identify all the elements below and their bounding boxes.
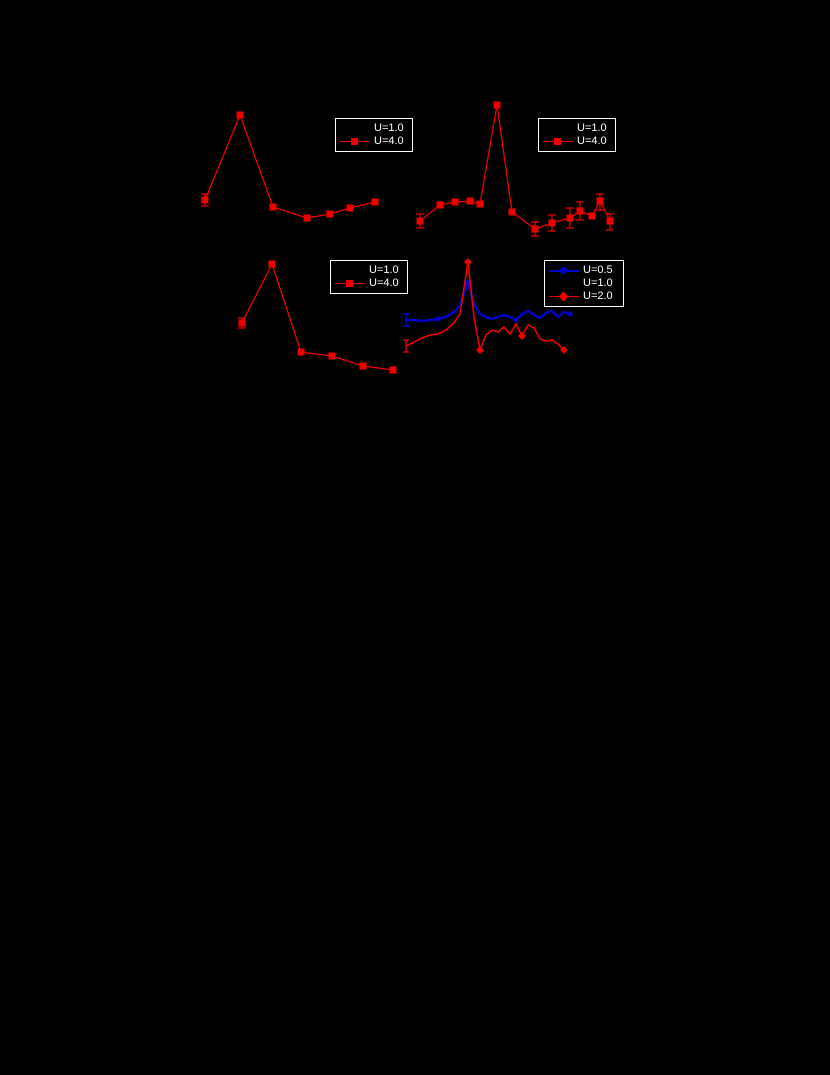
legend-marker-circle-icon	[549, 265, 579, 276]
legend-marker-square-icon	[340, 136, 370, 147]
legend-item-label: U=1.0	[577, 122, 607, 134]
legend-item-label: U=0.5	[583, 264, 613, 276]
legend-marker-diamond-icon	[549, 291, 579, 302]
legend-item	[335, 264, 402, 277]
legend-marker-circle-icon	[543, 123, 573, 134]
legend-item	[549, 290, 618, 303]
legend-marker-circle-icon	[340, 123, 370, 134]
legend-marker-circle-icon	[335, 265, 365, 276]
legend-bottom-right	[544, 260, 624, 307]
legend-item	[543, 122, 610, 135]
legend-item-label: U=4.0	[374, 135, 404, 147]
legend-item	[340, 135, 407, 148]
legend-item-label: U=4.0	[369, 277, 399, 289]
legend-item-label: U=1.0	[374, 122, 404, 134]
legend-marker-square-icon	[335, 278, 365, 289]
panel-bottom-right	[398, 250, 633, 380]
legend-item	[335, 277, 402, 290]
plot-top-right	[400, 90, 630, 240]
legend-item	[543, 135, 610, 148]
legend-item-label: U=1.0	[583, 277, 613, 289]
legend-marker-square-icon	[549, 278, 579, 289]
legend-marker-square-icon	[543, 136, 573, 147]
legend-bottom-left	[330, 260, 408, 294]
legend-item-label: U=2.0	[583, 290, 613, 302]
legend-item	[340, 122, 407, 135]
plot-top-left	[180, 90, 410, 230]
legend-item	[549, 277, 618, 290]
legend-item	[549, 264, 618, 277]
legend-item-label: U=4.0	[577, 135, 607, 147]
panel-top-left	[180, 90, 410, 230]
legend-top-right	[538, 118, 616, 152]
legend-item-label: U=1.0	[369, 264, 399, 276]
panel-top-right	[400, 90, 630, 240]
panel-bottom-left	[210, 250, 420, 380]
